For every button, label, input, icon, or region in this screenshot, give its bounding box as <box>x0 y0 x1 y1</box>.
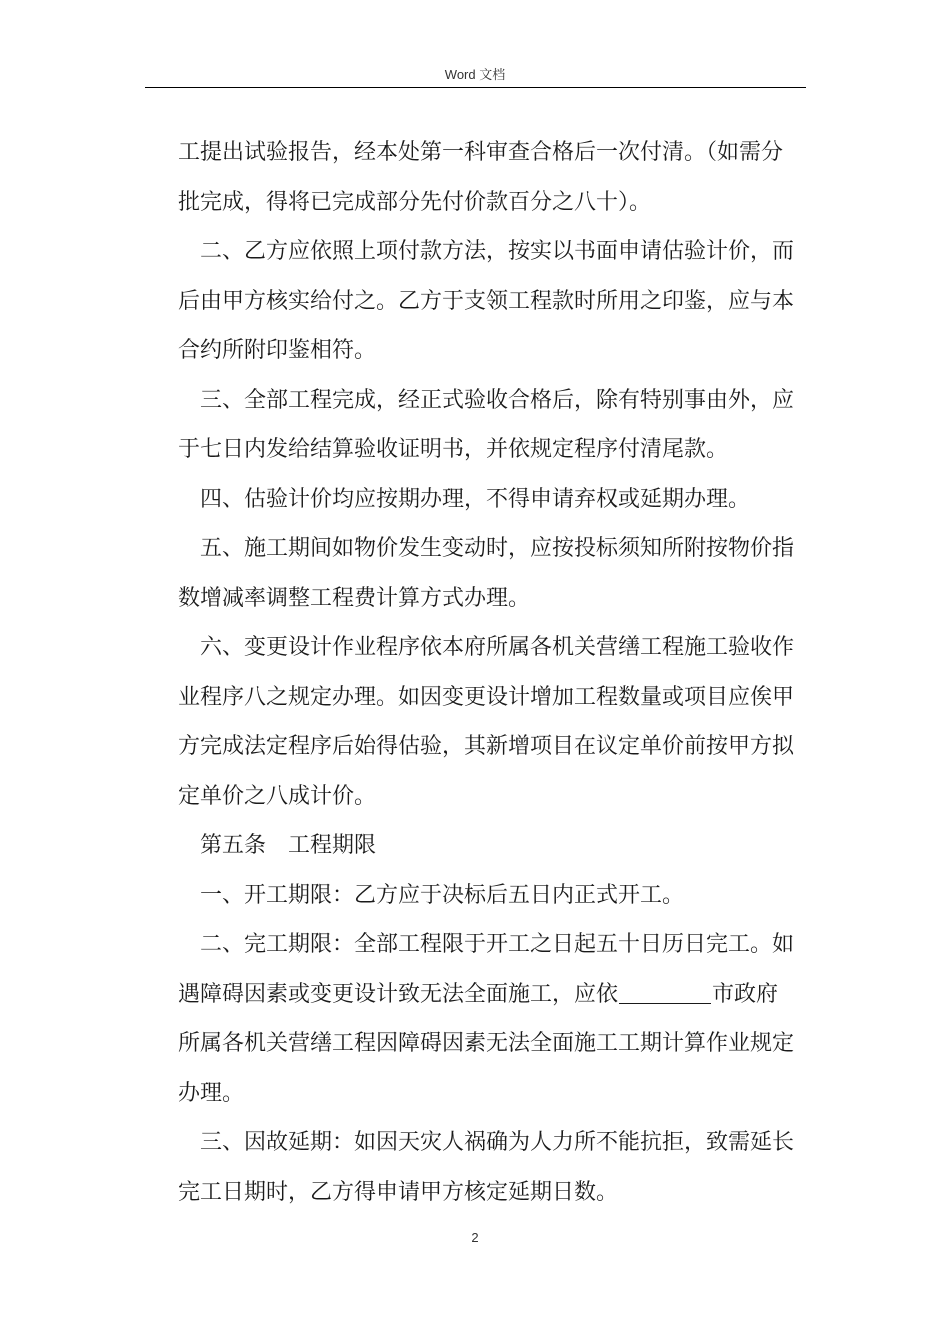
text-line: 所属各机关营缮工程因障碍因素无法全面施工工期计算作业规定 <box>178 1031 795 1056</box>
text-line: 工提出试验报告，经本处第一科审查合格后一次付清。（如需分 <box>178 140 784 165</box>
text-line: 于七日内发给结算验收证明书，并依规定程序付清尾款。 <box>178 437 729 462</box>
header-divider <box>145 87 806 88</box>
text-line: 后由甲方核实给付之。乙方于支领工程款时所用之印鉴，应与本 <box>178 288 795 314</box>
text-line: 四、估验计价均应按期办理，不得申请弃权或延期办理。 <box>200 486 751 512</box>
text-line: 三、因故延期：如因天灾人祸确为人力所不能抗拒，致需延长 <box>200 1130 795 1155</box>
text-line: 方完成法定程序后始得估验，其新增项目在议定单价前按甲方拟 <box>178 734 795 759</box>
text-line: 业程序八之规定办理。如因变更设计增加工程数量或项目应俟甲 <box>178 684 795 710</box>
text-line: 三、全部工程完成，经正式验收合格后，除有特别事由外，应 <box>200 387 795 413</box>
text-line: 合约所附印鉴相符。 <box>178 338 377 363</box>
text-segment: 遇障碍因素或变更设计致无法全面施工，应依 <box>178 981 619 1007</box>
text-line: 一、开工期限：乙方应于决标后五日内正式开工。 <box>200 882 685 908</box>
text-line-with-blank <box>178 970 808 1020</box>
document-body <box>178 128 808 1217</box>
text-segment: 市政府 <box>712 981 779 1007</box>
text-line: 批完成，得将已完成部分先付价款百分之八十）。 <box>178 189 652 215</box>
text-line: 办理。 <box>178 1080 245 1106</box>
fill-in-blank <box>619 981 711 1004</box>
text-line: 六、变更设计作业程序依本府所属各机关营缮工程施工验收作 <box>200 635 795 660</box>
text-line: 定单价之八成计价。 <box>178 783 377 809</box>
text-line: 二、完工期限：全部工程限于开工之日起五十日历日完工。如 <box>200 932 795 957</box>
text-line: 数增减率调整工程费计算方式办理。 <box>178 585 531 611</box>
page-header-title: Word 文档 <box>444 67 506 82</box>
page-number: 2 <box>471 1230 479 1245</box>
section-heading: 第五条 工程期限 <box>200 833 377 858</box>
text-line: 完工日期时，乙方得申请甲方核定延期日数。 <box>178 1179 619 1205</box>
text-line: 二、乙方应依照上项付款方法，按实以书面申请估验计价，而 <box>200 239 795 264</box>
text-line: 五、施工期间如物价发生变动时，应按投标须知所附按物价指 <box>200 536 795 561</box>
